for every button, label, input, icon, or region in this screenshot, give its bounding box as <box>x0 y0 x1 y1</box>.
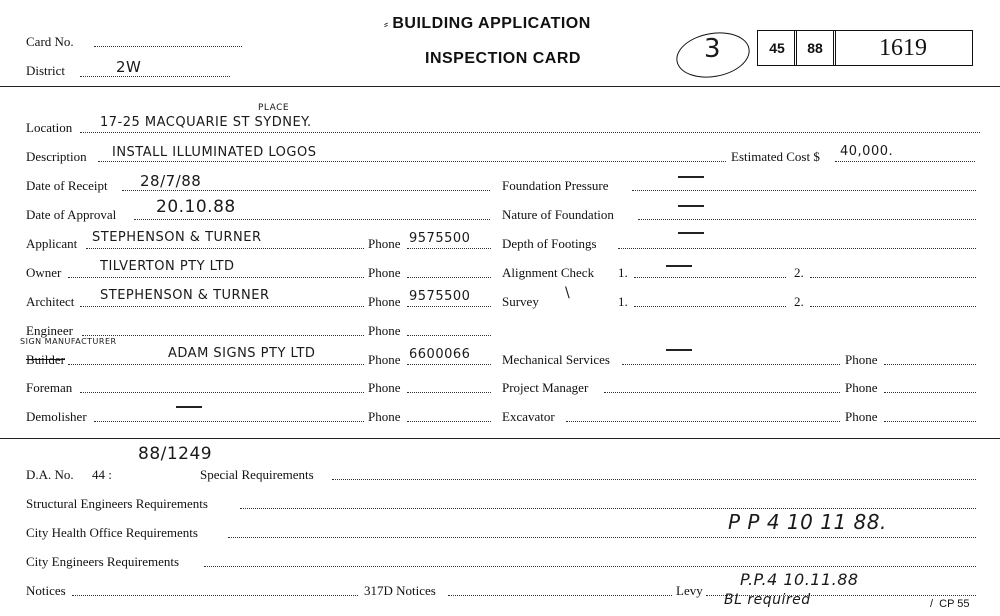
alignment-one-label: 1. <box>618 265 628 280</box>
mechanical-services-dash <box>666 349 692 351</box>
survey-mark: \ <box>565 285 571 301</box>
foreman-line[interactable] <box>80 392 364 393</box>
foreman-phone-line[interactable] <box>407 392 491 393</box>
nature-foundation-line[interactable] <box>638 219 976 220</box>
alignment-check-label: Alignment Check <box>502 265 595 280</box>
architect-line[interactable] <box>80 306 364 307</box>
architect-value[interactable]: STEPHENSON & TURNER <box>100 288 270 303</box>
demolisher-phone-label: Phone <box>368 409 401 424</box>
structural-line[interactable] <box>240 508 976 509</box>
builder-value[interactable]: ADAM SIGNS PTY LTD <box>168 346 316 361</box>
card-number-box <box>833 30 973 66</box>
demolisher-label: Demolisher <box>26 409 87 424</box>
description-line[interactable] <box>98 161 726 162</box>
architect-phone-label: Phone <box>368 294 401 309</box>
middle-rule <box>0 438 1000 439</box>
foreman-label: Foreman <box>26 380 73 395</box>
box-88-text: 88 <box>807 40 823 56</box>
mechanical-services-line[interactable] <box>622 364 840 365</box>
applicant-phone-label: Phone <box>368 236 401 251</box>
card-number: 1619 <box>879 34 927 61</box>
estimated-cost-label: Estimated Cost $ <box>731 149 820 164</box>
builder-line[interactable] <box>68 364 364 365</box>
city-eng-label: City Engineers Requirements <box>26 554 180 569</box>
location-label: Location <box>26 120 73 135</box>
demolisher-line[interactable] <box>94 421 364 422</box>
title-line2: INSPECTION CARD <box>425 50 581 67</box>
date-approval-line[interactable] <box>134 219 490 220</box>
form-code: / CP 55 <box>930 598 970 610</box>
architect-phone-line[interactable] <box>407 306 491 307</box>
mechanical-phone-label: Phone <box>845 352 878 367</box>
mechanical-phone-line[interactable] <box>884 364 976 365</box>
depth-footings-line[interactable] <box>618 248 976 249</box>
alignment-one-line[interactable] <box>634 277 786 278</box>
survey-label: Survey <box>502 294 539 309</box>
architect-phone[interactable]: 9575500 <box>409 289 471 304</box>
mechanical-services-label: Mechanical Services <box>502 352 610 367</box>
date-approval-value[interactable]: 20.10.88 <box>156 197 236 217</box>
engineer-phone-label: Phone <box>368 323 401 338</box>
description-value[interactable]: INSTALL ILLUMINATED LOGOS <box>112 145 317 160</box>
da-prefix: 44 : <box>92 467 112 482</box>
health-value[interactable]: P P 4 10 11 88. <box>728 510 887 534</box>
applicant-line[interactable] <box>86 248 364 249</box>
excavator-phone-label: Phone <box>845 409 878 424</box>
owner-label: Owner <box>26 265 62 280</box>
structural-label: Structural Engineers Requirements <box>26 496 208 511</box>
project-manager-phone-line[interactable] <box>884 392 976 393</box>
foundation-pressure-label: Foundation Pressure <box>502 178 609 193</box>
city-eng-line[interactable] <box>204 566 976 567</box>
notices-label: Notices <box>26 583 66 598</box>
title-line1-text: BUILDING APPLICATION <box>392 15 591 32</box>
survey-one-label: 1. <box>618 294 628 309</box>
owner-line[interactable] <box>68 277 364 278</box>
title-line1 <box>384 15 591 33</box>
builder-note: SIGN MANUFACTURER <box>20 337 117 346</box>
special-req-label: Special Requirements <box>200 467 314 482</box>
owner-phone-label: Phone <box>368 265 401 280</box>
da-label: D.A. No. <box>26 467 74 482</box>
da-value[interactable]: 88/1249 <box>138 444 213 464</box>
depth-footings-dash <box>678 232 704 234</box>
date-receipt-value[interactable]: 28/7/88 <box>140 172 202 190</box>
builder-phone[interactable]: 6600066 <box>409 347 471 362</box>
alignment-dash <box>666 265 692 267</box>
survey-two-line[interactable] <box>810 306 976 307</box>
applicant-label: Applicant <box>26 236 78 251</box>
foundation-pressure-dash <box>678 176 704 178</box>
levy-label: Levy <box>676 583 703 598</box>
foundation-pressure-line[interactable] <box>632 190 976 191</box>
alignment-two-line[interactable] <box>810 277 976 278</box>
date-receipt-line[interactable] <box>122 190 490 191</box>
engineer-label: Engineer <box>26 323 73 338</box>
card-no-line[interactable] <box>94 46 242 47</box>
excavator-line[interactable] <box>566 421 840 422</box>
alignment-two-label: 2. <box>794 265 804 280</box>
builder-label: Builder <box>26 352 65 367</box>
survey-one-line[interactable] <box>634 306 786 307</box>
nature-foundation-label: Nature of Foundation <box>502 207 614 222</box>
engineer-phone-line[interactable] <box>407 335 491 336</box>
project-manager-label: Project Manager <box>502 380 589 395</box>
circled-number: 3 <box>704 34 722 64</box>
architect-label: Architect <box>26 294 75 309</box>
form-code-text: CP 55 <box>939 598 970 610</box>
depth-footings-label: Depth of Footings <box>502 236 597 251</box>
location-value[interactable]: 17-25 MACQUARIE ST SYDNEY. <box>100 115 312 130</box>
owner-phone-line[interactable] <box>407 277 491 278</box>
project-manager-phone-label: Phone <box>845 380 878 395</box>
card-no-label: Card No. <box>26 34 74 49</box>
owner-value[interactable]: TILVERTON PTY LTD <box>100 259 235 274</box>
district-value[interactable]: 2W <box>116 58 142 76</box>
notices-317d-label: 317D Notices <box>364 583 436 598</box>
levy-note: BL required <box>724 592 811 608</box>
date-receipt-label: Date of Receipt <box>26 178 108 193</box>
box-88 <box>794 30 836 66</box>
notices-317d-line[interactable] <box>448 595 672 596</box>
header-rule <box>0 86 1000 87</box>
district-label: District <box>26 63 65 78</box>
date-approval-label: Date of Approval <box>26 207 117 222</box>
survey-two-label: 2. <box>794 294 804 309</box>
special-req-line[interactable] <box>332 479 976 480</box>
location-insert: PLACE <box>258 103 290 113</box>
description-label: Description <box>26 149 87 164</box>
health-line[interactable] <box>228 537 976 538</box>
box-45-text: 45 <box>769 40 785 56</box>
notices-line[interactable] <box>72 595 358 596</box>
excavator-label: Excavator <box>502 409 555 424</box>
district-line[interactable] <box>80 76 230 77</box>
builder-phone-line[interactable] <box>407 364 491 365</box>
applicant-phone[interactable]: 9575500 <box>409 231 471 246</box>
estimated-cost-value[interactable]: 40,000. <box>840 144 894 159</box>
excavator-phone-line[interactable] <box>884 421 976 422</box>
location-line[interactable] <box>80 132 980 133</box>
demolisher-dash <box>176 406 202 408</box>
applicant-value[interactable]: STEPHENSON & TURNER <box>92 230 262 245</box>
applicant-phone-line[interactable] <box>407 248 491 249</box>
demolisher-phone-line[interactable] <box>407 421 491 422</box>
engineer-line[interactable] <box>82 335 364 336</box>
health-label: City Health Office Requirements <box>26 525 198 540</box>
tick-mark: ⸗ <box>384 17 393 31</box>
project-manager-line[interactable] <box>604 392 840 393</box>
box-45 <box>757 30 797 66</box>
foreman-phone-label: Phone <box>368 380 401 395</box>
nature-foundation-dash <box>678 205 704 207</box>
estimated-cost-line[interactable] <box>835 161 975 162</box>
levy-value[interactable]: P.P.4 10.11.88 <box>740 570 859 589</box>
builder-phone-label: Phone <box>368 352 401 367</box>
